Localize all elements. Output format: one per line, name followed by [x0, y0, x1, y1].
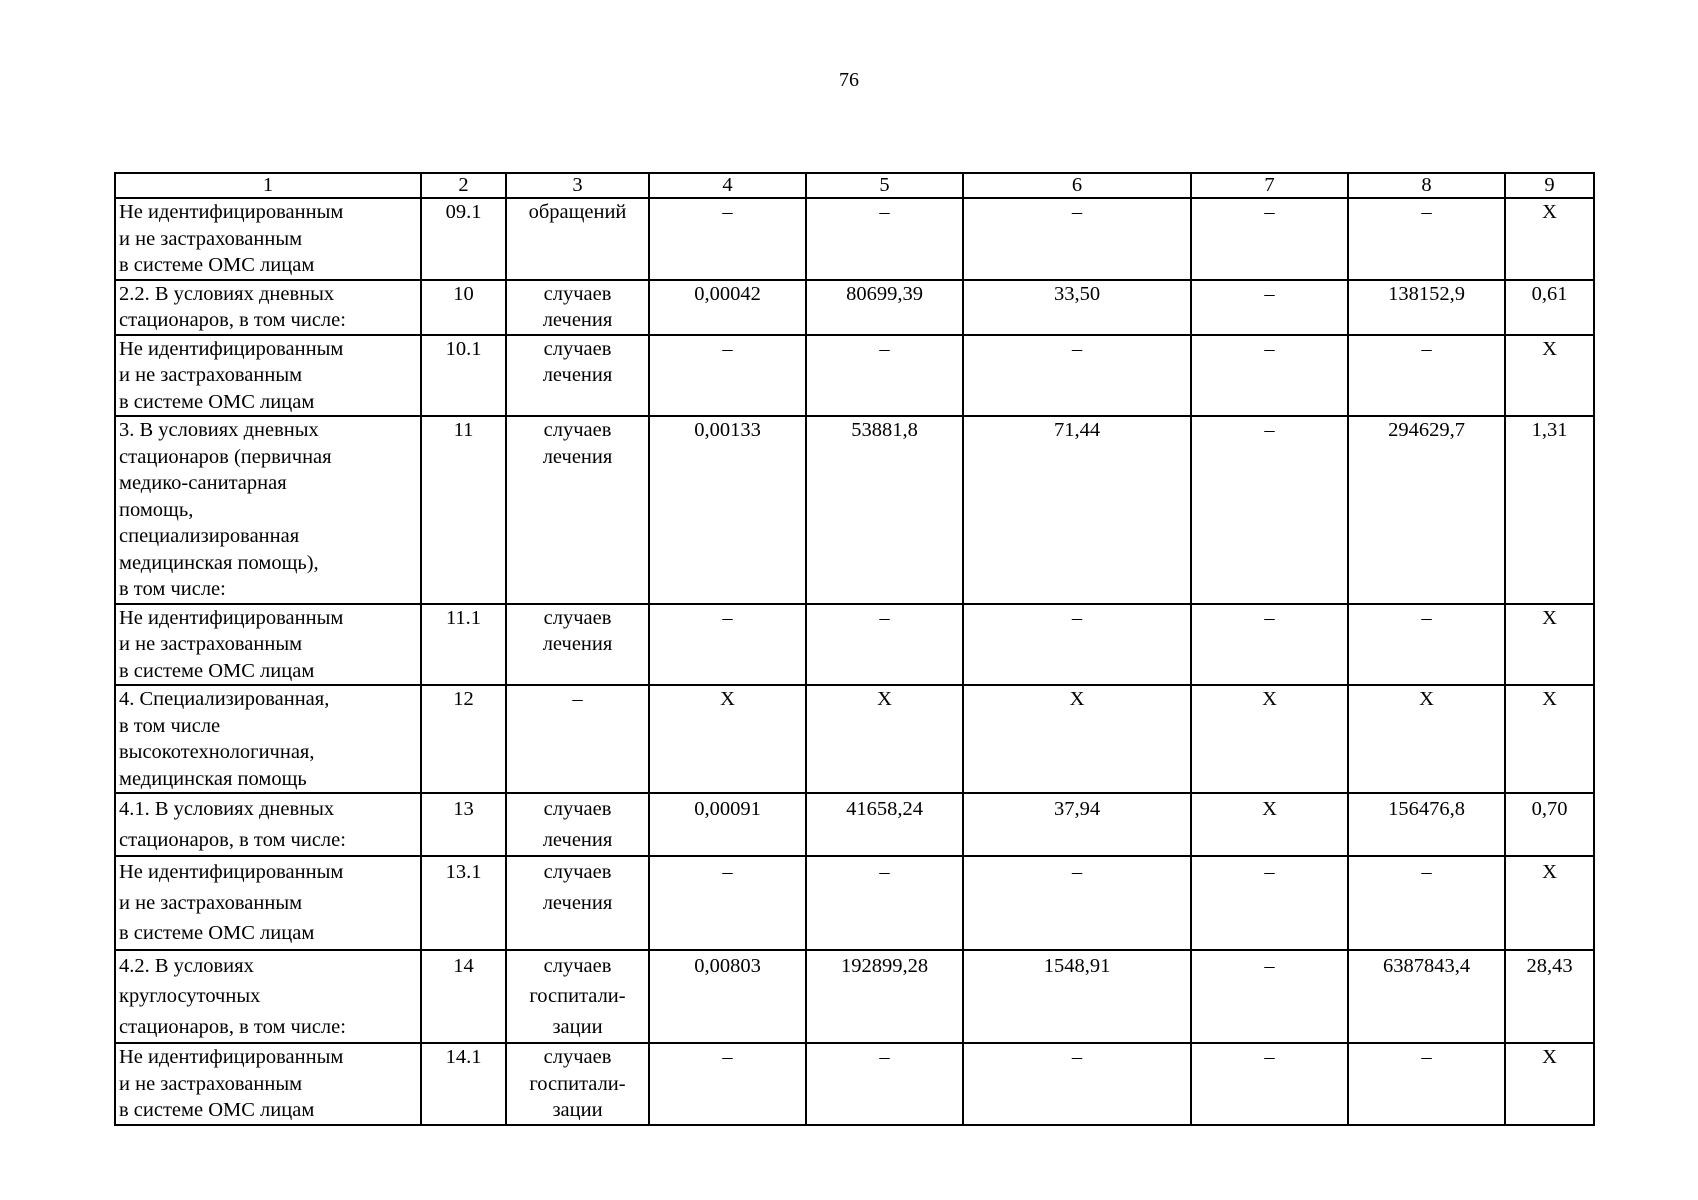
cell-col6: – [963, 1043, 1191, 1125]
cell-col6: – [963, 335, 1191, 417]
cell-col6: 33,50 [963, 280, 1191, 335]
cell-col7: Х [1191, 793, 1348, 856]
cell-col4: – [649, 856, 806, 950]
column-number: 8 [1348, 173, 1505, 198]
cell-col5: 192899,28 [806, 950, 963, 1044]
table-row [115, 604, 1594, 686]
cell-col6: 71,44 [963, 416, 1191, 604]
cell-col8: 6387843,4 [1348, 950, 1505, 1044]
column-number: 6 [963, 173, 1191, 198]
table-row [115, 950, 1594, 1044]
column-number: 7 [1191, 173, 1348, 198]
row-unit: обращений [506, 198, 649, 280]
row-unit: случаев лечения [506, 793, 649, 856]
cell-col9: 0,61 [1505, 280, 1594, 335]
cell-col8: – [1348, 604, 1505, 686]
cell-col4: – [649, 335, 806, 417]
cell-col8: Х [1348, 685, 1505, 793]
row-unit: случаев лечения [506, 280, 649, 335]
row-code: 10 [421, 280, 506, 335]
cell-col5: – [806, 198, 963, 280]
table-row [115, 685, 1594, 793]
cell-col8: – [1348, 856, 1505, 950]
table-row [115, 793, 1594, 856]
table-row [115, 1043, 1594, 1125]
row-unit: случаев лечения [506, 856, 649, 950]
row-code: 11 [421, 416, 506, 604]
cell-col9: Х [1505, 335, 1594, 417]
cell-col6: 1548,91 [963, 950, 1191, 1044]
cell-col7: – [1191, 604, 1348, 686]
cell-col9: Х [1505, 604, 1594, 686]
row-code: 09.1 [421, 198, 506, 280]
column-number: 3 [506, 173, 649, 198]
row-label: Не идентифицированным и не застрахованным в системе ОМС лицам [115, 856, 421, 950]
table-row [115, 280, 1594, 335]
cell-col5: 53881,8 [806, 416, 963, 604]
column-number: 2 [421, 173, 506, 198]
table-row [115, 335, 1594, 417]
table-row [115, 856, 1594, 950]
row-code: 13.1 [421, 856, 506, 950]
row-label: 4.2. В условиях круглосуточных стационаров, в том числе: [115, 950, 421, 1044]
cell-col8: 294629,7 [1348, 416, 1505, 604]
cell-col5: 41658,24 [806, 793, 963, 856]
row-code: 13 [421, 793, 506, 856]
table-row [115, 198, 1594, 280]
cell-col7: – [1191, 280, 1348, 335]
cell-col7: – [1191, 335, 1348, 417]
row-unit: случаев госпитали- зации [506, 950, 649, 1044]
cell-col4: – [649, 1043, 806, 1125]
table-row [115, 416, 1594, 604]
cell-col9: Х [1505, 856, 1594, 950]
cell-col4: 0,00133 [649, 416, 806, 604]
row-label: Не идентифицированным и не застрахованным в системе ОМС лицам [115, 198, 421, 280]
cell-col4: – [649, 604, 806, 686]
cell-col6: Х [963, 685, 1191, 793]
cell-col4: – [649, 198, 806, 280]
cell-col6: – [963, 198, 1191, 280]
cell-col7: – [1191, 856, 1348, 950]
cell-col5: – [806, 856, 963, 950]
column-number: 5 [806, 173, 963, 198]
cell-col8: 156476,8 [1348, 793, 1505, 856]
cell-col5: Х [806, 685, 963, 793]
row-unit: случаев госпитали- зации [506, 1043, 649, 1125]
cell-col6: – [963, 856, 1191, 950]
cell-col9: 1,31 [1505, 416, 1594, 604]
cell-col7: – [1191, 198, 1348, 280]
row-unit: случаев лечения [506, 335, 649, 417]
cell-col4: 0,00091 [649, 793, 806, 856]
cell-col6: 37,94 [963, 793, 1191, 856]
row-label: 4.1. В условиях дневных стационаров, в том числе: [115, 793, 421, 856]
cell-col5: – [806, 604, 963, 686]
row-label: Не идентифицированным и не застрахованным в системе ОМС лицам [115, 1043, 421, 1125]
row-code: 14 [421, 950, 506, 1044]
cell-col5: 80699,39 [806, 280, 963, 335]
row-label: Не идентифицированным и не застрахованным в системе ОМС лицам [115, 604, 421, 686]
page-number: 76 [839, 69, 859, 91]
cell-col7: – [1191, 950, 1348, 1044]
cell-col9: Х [1505, 685, 1594, 793]
cell-col8: 138152,9 [1348, 280, 1505, 335]
column-number-row [115, 173, 1594, 198]
cell-col7: – [1191, 416, 1348, 604]
cell-col7: – [1191, 1043, 1348, 1125]
row-label: 2.2. В условиях дневных стационаров, в том числе: [115, 280, 421, 335]
data-table [114, 172, 1595, 1126]
cell-col9: Х [1505, 198, 1594, 280]
row-label: 3. В условиях дневных стационаров (первичная медико-санитарная помощь, специализированная медицинская помощь), в том числе: [115, 416, 421, 604]
column-number: 9 [1505, 173, 1594, 198]
row-code: 11.1 [421, 604, 506, 686]
row-code: 10.1 [421, 335, 506, 417]
row-label: 4. Специализированная, в том числе высокотехнологичная, медицинская помощь [115, 685, 421, 793]
cell-col7: Х [1191, 685, 1348, 793]
cell-col8: – [1348, 1043, 1505, 1125]
row-unit: – [506, 685, 649, 793]
cell-col5: – [806, 1043, 963, 1125]
column-number: 4 [649, 173, 806, 198]
row-label: Не идентифицированным и не застрахованным в системе ОМС лицам [115, 335, 421, 417]
cell-col8: – [1348, 335, 1505, 417]
cell-col9: Х [1505, 1043, 1594, 1125]
cell-col9: 0,70 [1505, 793, 1594, 856]
cell-col6: – [963, 604, 1191, 686]
cell-col5: – [806, 335, 963, 417]
cell-col4: 0,00803 [649, 950, 806, 1044]
cell-col4: Х [649, 685, 806, 793]
row-unit: случаев лечения [506, 604, 649, 686]
cell-col8: – [1348, 198, 1505, 280]
row-code: 12 [421, 685, 506, 793]
cell-col4: 0,00042 [649, 280, 806, 335]
column-number: 1 [115, 173, 421, 198]
cell-col9: 28,43 [1505, 950, 1594, 1044]
row-unit: случаев лечения [506, 416, 649, 604]
row-code: 14.1 [421, 1043, 506, 1125]
